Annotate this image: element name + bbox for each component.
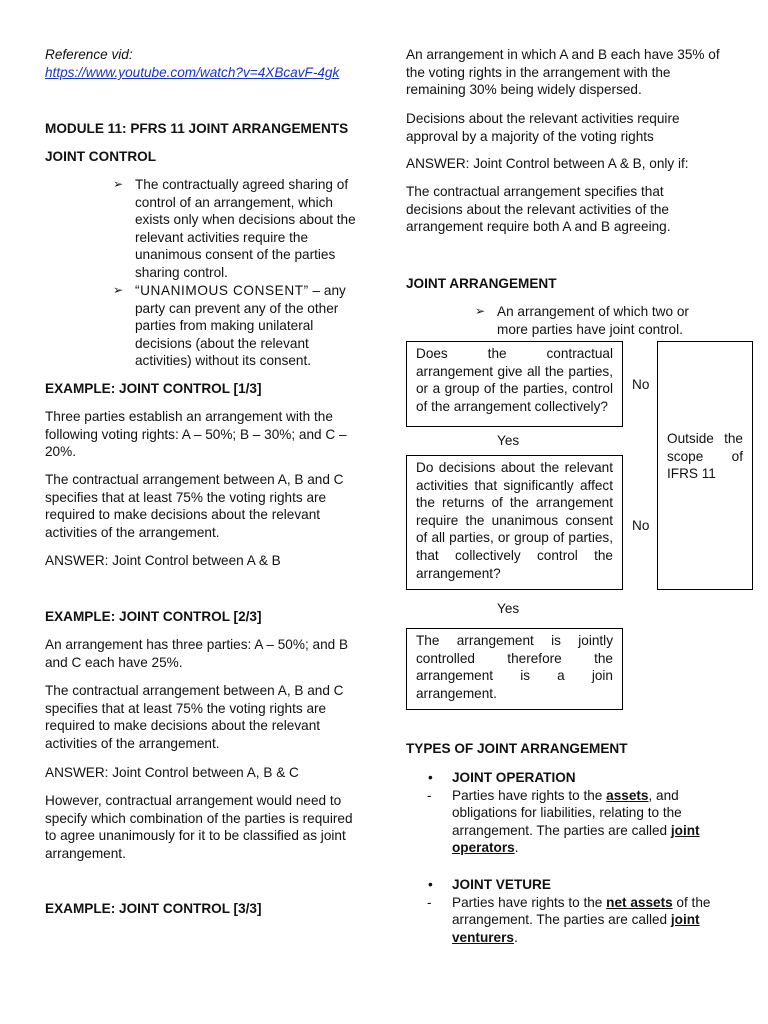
example-1-answer: ANSWER: Joint Control between A & B [45,553,281,568]
flow-no-1-label: No [632,377,650,392]
joint-operation-description: Parties have rights to the assets, and obligations for liabilities, relating to the arrangement. The parties are called joint operators. [452,787,700,856]
joint-operators-term: joint operators [452,822,700,856]
assets-term: assets [606,787,649,803]
arrow-bullet-icon: ➢ [475,304,486,318]
flow-yes-2-label: Yes [497,601,520,616]
flow-no-2-label: No [632,518,650,533]
round-bullet-icon: • [428,877,433,892]
flow-question-1: Does the contractual arrangement give all the parties, or a group of the parties, control of the arrangement collectively? [416,346,613,414]
unanimous-consent-term: “UNANIMOUS CONSENT” [135,283,309,298]
joint-venture-description: Parties have rights to the net assets of the arrangement. The parties are called joint venturers. [452,894,711,945]
bullet-joint-control-definition: ➢ The contractually agreed sharing of control of an arrangement, which exists only when decisions about the relevant activities require the unanimous consent of the parties sharing control. [113,177,356,280]
flow-question-1-box [406,341,623,427]
example-1-paragraph-2: The contractual arrangement between A, B and C specifies that at least 75% the voting rights are required to make decisions about the relevant activities of the arrangement. [45,472,344,540]
flow-result-box [406,628,623,710]
flow-question-2-box [406,455,623,590]
joint-venture-title: JOINT VETURE [452,877,551,892]
example-1-heading: EXAMPLE: JOINT CONTROL [1/3] [45,381,262,396]
flow-yes-1-label: Yes [497,433,520,448]
example-2-paragraph-1: An arrangement has three parties: A – 50%; and B and C each have 25%. [45,637,349,670]
joint-control-heading: JOINT CONTROL [45,149,157,164]
arrow-bullet-icon: ➢ [113,177,124,191]
dash-bullet-icon: - [427,788,432,803]
joint-operation-title: JOINT OPERATION [452,770,576,785]
reference-link[interactable]: https://www.youtube.com/watch?v=4XBcavF-4gk [45,65,340,80]
types-heading: TYPES OF JOINT ARRANGEMENT [406,741,628,756]
example-2-heading: EXAMPLE: JOINT CONTROL [2/3] [45,609,262,624]
dash-bullet-icon: - [427,895,432,910]
example-3-heading: EXAMPLE: JOINT CONTROL [3/3] [45,901,262,916]
bullet-joint-arrangement-definition: ➢ An arrangement of which two or more parties have joint control. [475,304,689,337]
net-assets-term: net assets [606,894,673,910]
example-3-paragraph-2: Decisions about the relevant activities require approval by a majority of the voting rights [406,111,680,144]
module-title: MODULE 11: PFRS 11 JOINT ARRANGEMENTS [45,121,349,136]
example-3-paragraph-3: The contractual arrangement specifies that decisions about the relevant activities of the arrangement require both A and B agreeing. [406,184,671,235]
example-2-paragraph-3: However, contractual arrangement would need to specify which combination of the parties is required to agree unanimously for it to be classified as joint arrangement. [45,793,353,861]
flow-result: The arrangement is jointly controlled therefore the arrangement is a join arrangement. [416,633,613,701]
arrow-bullet-icon: ➢ [113,283,124,297]
bullet-unanimous-consent: ➢ “UNANIMOUS CONSENT” – any party can prevent any of the other parties from making unilateral decisions (about the relevant activities) without its consent. [113,283,346,369]
joint-venture-item [427,876,722,946]
joint-operation-item [427,769,714,857]
example-2-answer: ANSWER: Joint Control between A, B & C [45,765,299,780]
round-bullet-icon: • [428,770,433,785]
reference-label: Reference vid: [45,47,133,62]
joint-arrangement-heading: JOINT ARRANGEMENT [406,276,557,291]
example-3-answer: ANSWER: Joint Control between A & B, only if: [406,156,689,171]
example-2-paragraph-2: The contractual arrangement between A, B and C specifies that at least 75% the voting rights are required to make decisions about the relevant activities of the arrangement. [45,683,344,751]
flow-outside-scope: Outside the scope of IFRS 11 [667,431,743,482]
joint-venturers-term: joint venturers [452,912,700,945]
example-1-paragraph-1: Three parties establish an arrangement with the following voting rights: A – 50%; B – 30%; and C – 20%. [45,409,347,460]
flow-question-2: Do decisions about the relevant activities that significantly affect the returns of the arrangement require the unanimous consent of all parties, or group of parties, that collectively control the arrangement? [416,460,613,581]
example-3-paragraph-1: An arrangement in which A and B each have 35% of the voting rights in the arrangement with the remaining 30% being widely dispersed. [406,47,720,98]
flow-outside-scope-box [657,341,753,590]
